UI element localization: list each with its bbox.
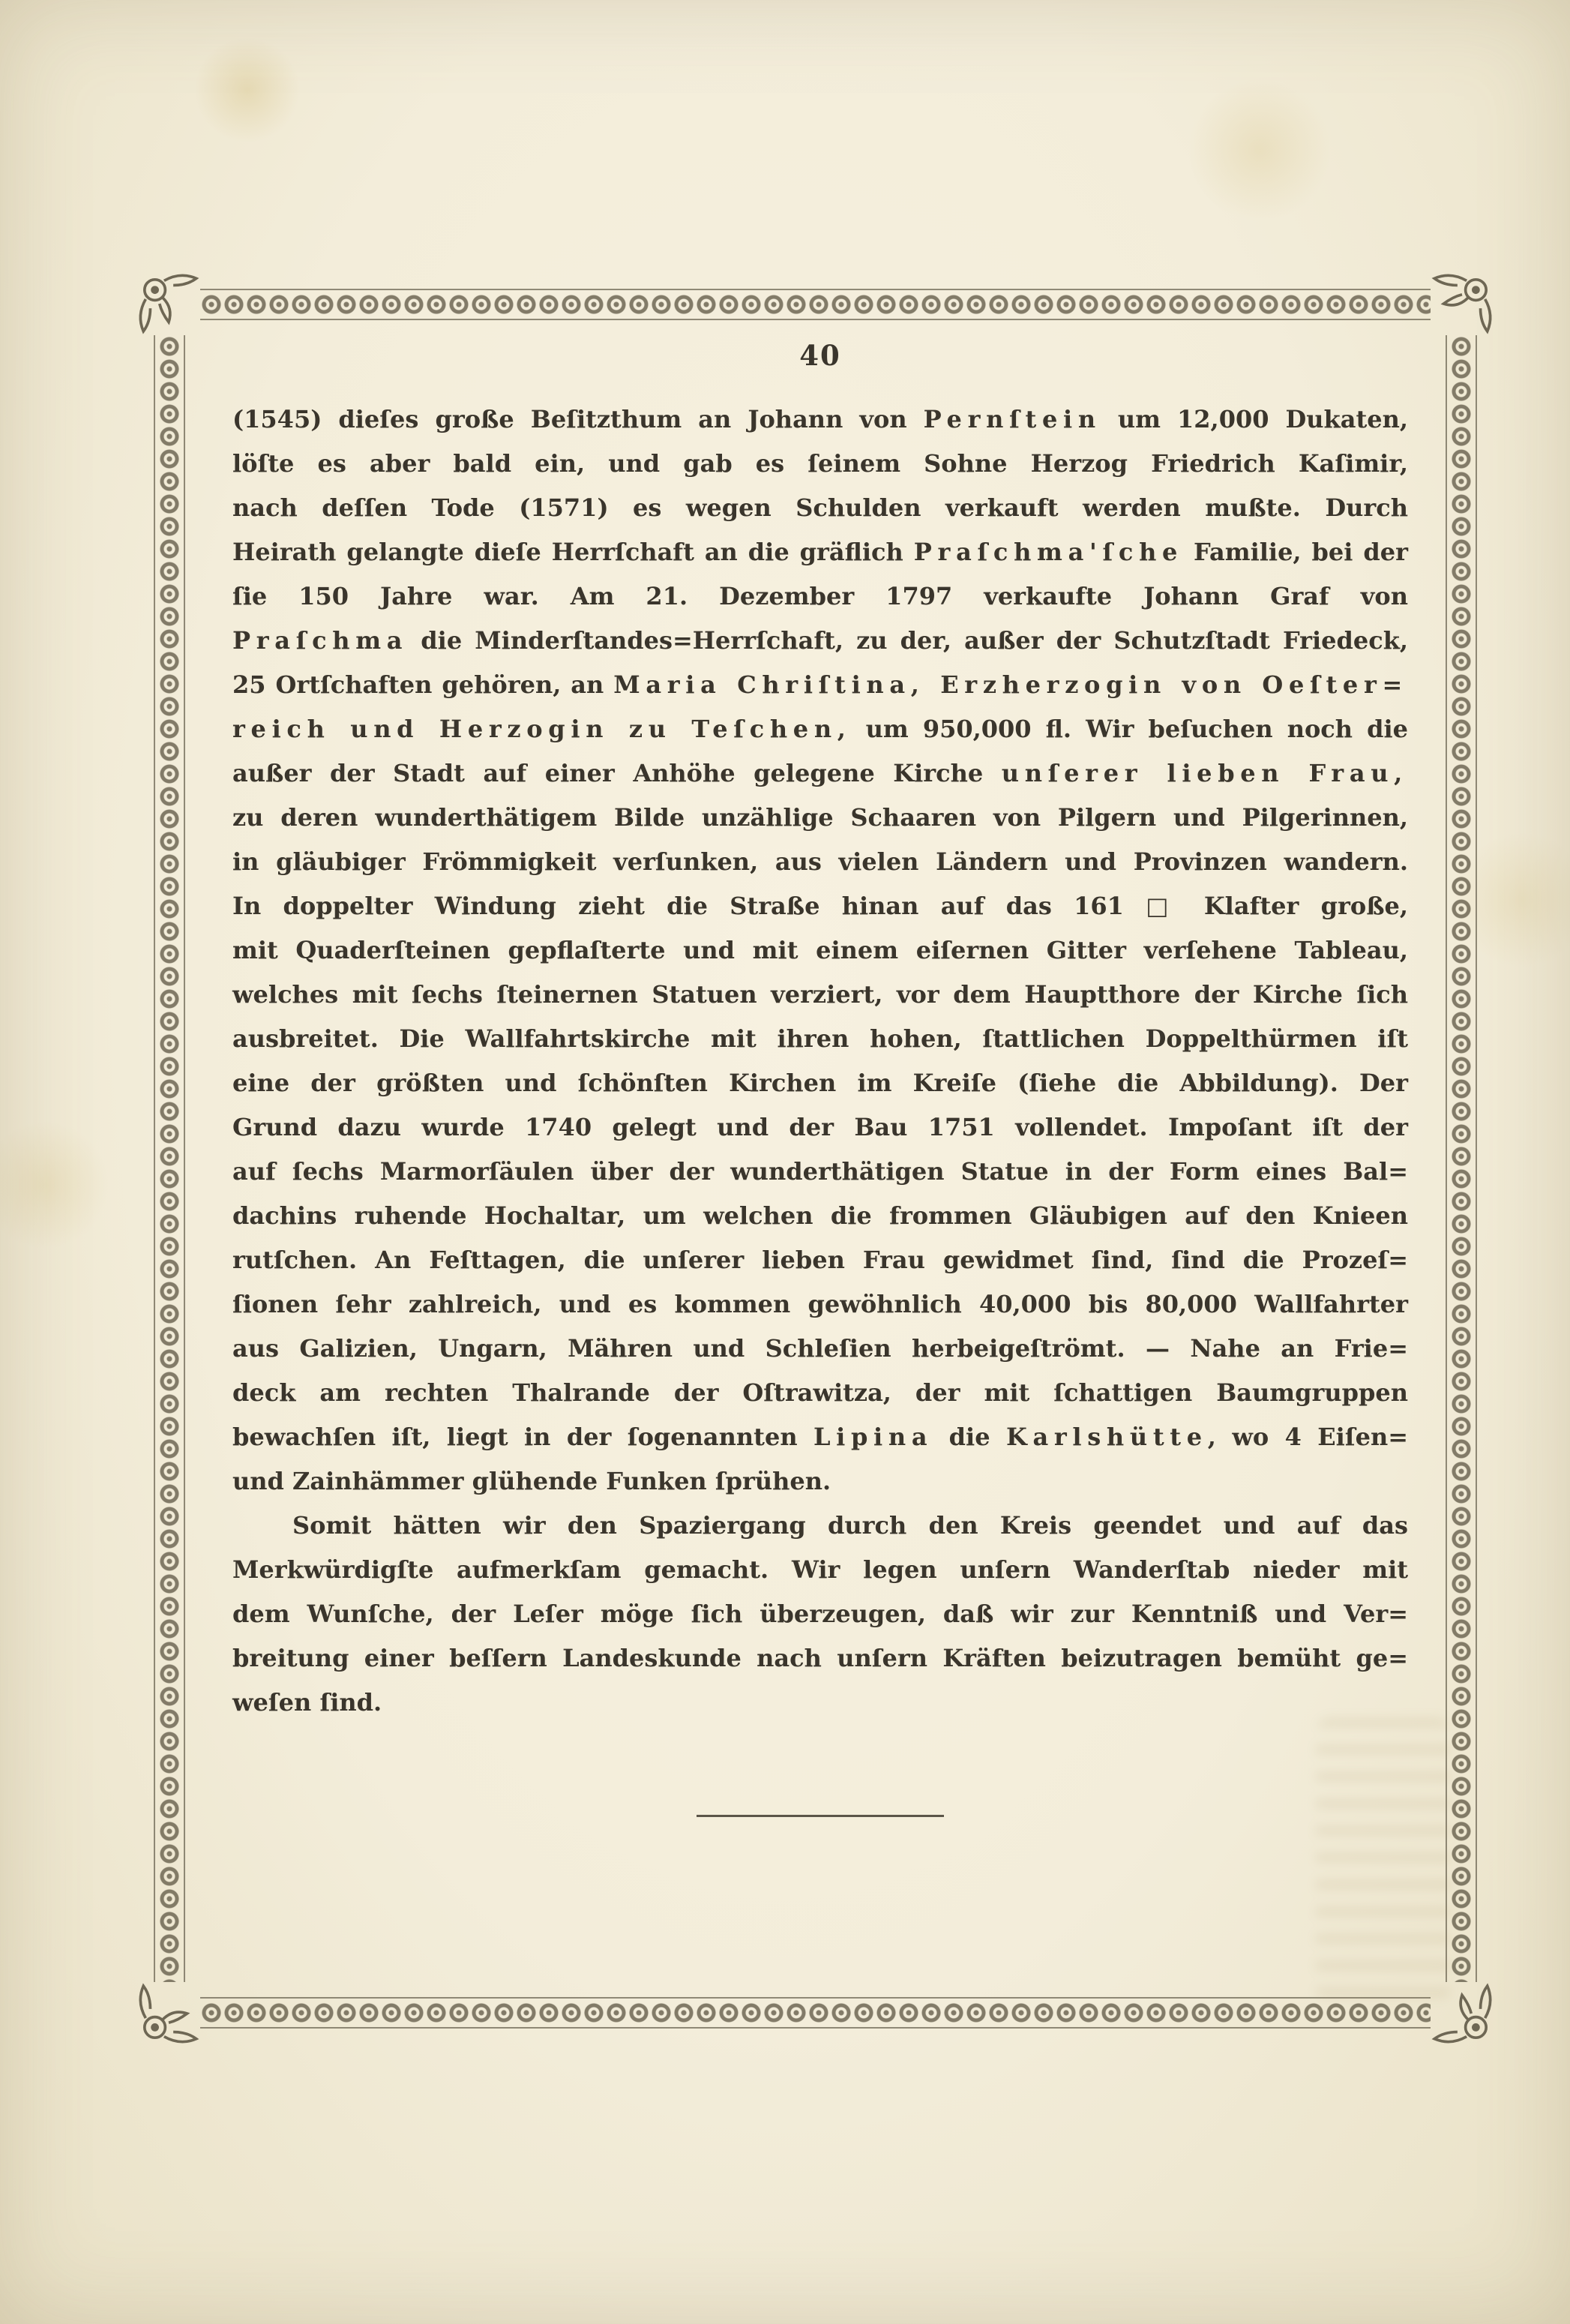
text-segment: welches mit ſechs ſteinernen Statuen verziert, vor dem Hauptthore der Kirche ſich <box>232 980 1408 1009</box>
text-segment: ausbreitet. Die Wallfahrtskirche mit ihren hohen, ſtattlichen Doppelthürmen iſt <box>232 1024 1408 1053</box>
letterspaced-text: Praſchma'ſche <box>913 538 1184 566</box>
letterspaced-text: Pernſtein <box>923 405 1101 433</box>
text-line <box>232 1150 1408 1194</box>
text-line <box>232 1681 1408 1725</box>
letterspaced-text: Lipina <box>813 1423 933 1451</box>
text-segment: nach deſſen Tode (1571) es wegen Schulden verkauft werden mußte. Durch <box>232 493 1408 522</box>
text-line <box>232 442 1408 486</box>
text-segment: mit Quaderſteinen gepflaſterte und mit einem eiſernen Gitter verſehene Tableau, <box>232 936 1408 964</box>
text-line <box>232 663 1408 707</box>
section-end-rule <box>697 1815 944 1817</box>
text-line <box>232 397 1408 442</box>
corner-ornament-icon <box>134 269 203 338</box>
text-segment: auf ſechs Marmorſäulen über der wunderthätigen Statue in der Form eines Bal= <box>232 1157 1408 1186</box>
text-segment: deck am rechten Thalrande der Oſtrawitza, der mit ſchattigen Baumgruppen <box>232 1378 1408 1407</box>
text-segment: ſionen ſehr zahlreich, und es kommen gewöhnlich 40,000 bis 80,000 Wallfahrter <box>232 1290 1408 1318</box>
letterspaced-text: Maria Chriſtina, Erzherzogin von Oeſter= <box>613 670 1408 699</box>
text-line <box>232 1371 1408 1415</box>
text-line <box>232 973 1408 1017</box>
corner-ornament-icon <box>1428 269 1497 338</box>
text-segment: Heirath gelangte dieſe Herrſchaft an die gräflich <box>232 538 914 566</box>
text-block <box>232 339 1408 1817</box>
text-line <box>232 1504 1408 1548</box>
text-segment: (1545) dieſes große Beſitzthum an Johann von <box>232 405 924 433</box>
letterspaced-text: Praſchma <box>232 626 409 655</box>
text-segment: außer der Stadt auf einer Anhöhe gelegene Kirche <box>232 759 1002 787</box>
text-segment: rutſchen. An Feſttagen, die unſerer lieben Frau gewidmet ſind, ſind die Prozeſ= <box>232 1246 1408 1274</box>
text-line <box>232 796 1408 840</box>
text-line <box>232 751 1408 796</box>
bleed-through-artifact <box>1316 1717 1451 2002</box>
text-segment: Merkwürdigſte aufmerkſam gemacht. Wir legen unſern Wanderſtab nieder mit <box>232 1555 1408 1584</box>
text-line <box>232 1238 1408 1282</box>
text-line <box>232 1636 1408 1681</box>
text-segment: die <box>933 1423 1006 1451</box>
text-line <box>232 884 1408 928</box>
text-segment: eine der größten und ſchönſten Kirchen im Kreiſe (ſiehe die Abbildung). Der <box>232 1069 1408 1097</box>
border-band-bottom <box>200 1997 1431 2029</box>
text-segment: ſie 150 Jahre war. Am 21. Dezember 1797 verkaufte Johann Graf von <box>232 582 1408 610</box>
letterspaced-text: Karlshütte <box>1005 1423 1208 1451</box>
text-line <box>232 1017 1408 1061</box>
corner-ornament-icon <box>134 1979 203 2048</box>
text-segment: Familie, bei der <box>1183 538 1409 566</box>
text-segment: bewachſen iſt, liegt in der ſogenannten <box>232 1423 813 1451</box>
text-segment: , wo 4 Eiſen= <box>1207 1423 1409 1451</box>
paragraph <box>232 1504 1408 1725</box>
text-segment: dem Wunſche, der Leſer möge ſich überzeugen, daß wir zur Kenntniß und Ver= <box>232 1600 1408 1628</box>
text-segment: um 950,000 fl. Wir beſuchen noch die <box>851 715 1408 743</box>
text-line <box>232 1592 1408 1636</box>
page-number: 40 <box>799 339 841 372</box>
text-segment: in gläubiger Frömmigkeit verſunken, aus vielen Ländern und Provinzen wandern. <box>232 847 1408 876</box>
text-segment: In doppelter Windung zieht die Straße hinan auf das 161 □ Klafter große, <box>232 892 1408 920</box>
text-line <box>232 1194 1408 1238</box>
text-segment: breitung einer beſſern Landeskunde nach unſern Kräften beizutragen bemüht ge= <box>232 1644 1408 1672</box>
border-band-top <box>200 289 1431 320</box>
text-segment: weſen ſind. <box>232 1688 382 1717</box>
text-segment: um 12,000 Dukaten, <box>1101 405 1409 433</box>
text-segment: 25 Ortſchaften gehören, an <box>232 670 614 699</box>
text-line <box>232 707 1408 751</box>
text-segment: aus Galizien, Ungarn, Mähren und Schleſien herbeigeſtrömt. — Nahe an Frie= <box>232 1334 1408 1363</box>
text-segment: Grund dazu wurde 1740 gelegt und der Bau 1751 vollendet. Impoſant iſt der <box>232 1113 1408 1141</box>
text-line <box>232 486 1408 530</box>
paragraph <box>232 397 1408 1504</box>
text-segment: die Minderſtandes=Herrſchaft, zu der, außer der Schutzſtadt Friedeck, <box>408 626 1408 655</box>
border-band-left <box>154 335 185 1982</box>
text-line <box>232 1061 1408 1105</box>
text-line <box>232 840 1408 884</box>
text-line <box>232 928 1408 973</box>
text-line <box>232 1459 1408 1504</box>
text-segment: löſte es aber bald ein, und gab es ſeinem Sohne Herzog Friedrich Kaſimir, <box>232 449 1408 478</box>
text-line <box>232 1415 1408 1459</box>
text-line <box>232 574 1408 619</box>
text-segment: und Zainhämmer glühende Funken ſprühen. <box>232 1467 831 1495</box>
text-segment: Somit hätten wir den Spaziergang durch den Kreis geendet und auf das <box>292 1511 1408 1540</box>
text-line <box>232 1548 1408 1592</box>
body-text <box>232 397 1408 1725</box>
text-segment: zu deren wunderthätigem Bilde unzählige Schaaren von Pilgern und Pilgerinnen, <box>232 803 1408 832</box>
text-segment: dachins ruhende Hochaltar, um welchen die frommen Gläubigen auf den Knieen <box>232 1201 1408 1230</box>
text-line <box>232 1327 1408 1371</box>
letterspaced-text: reich und Herzogin zu Teſchen, <box>232 715 852 743</box>
text-line <box>232 530 1408 574</box>
text-line <box>232 619 1408 663</box>
text-line <box>232 1282 1408 1327</box>
text-line <box>232 1105 1408 1150</box>
letterspaced-text: unſerer lieben Frau, <box>1001 759 1408 787</box>
